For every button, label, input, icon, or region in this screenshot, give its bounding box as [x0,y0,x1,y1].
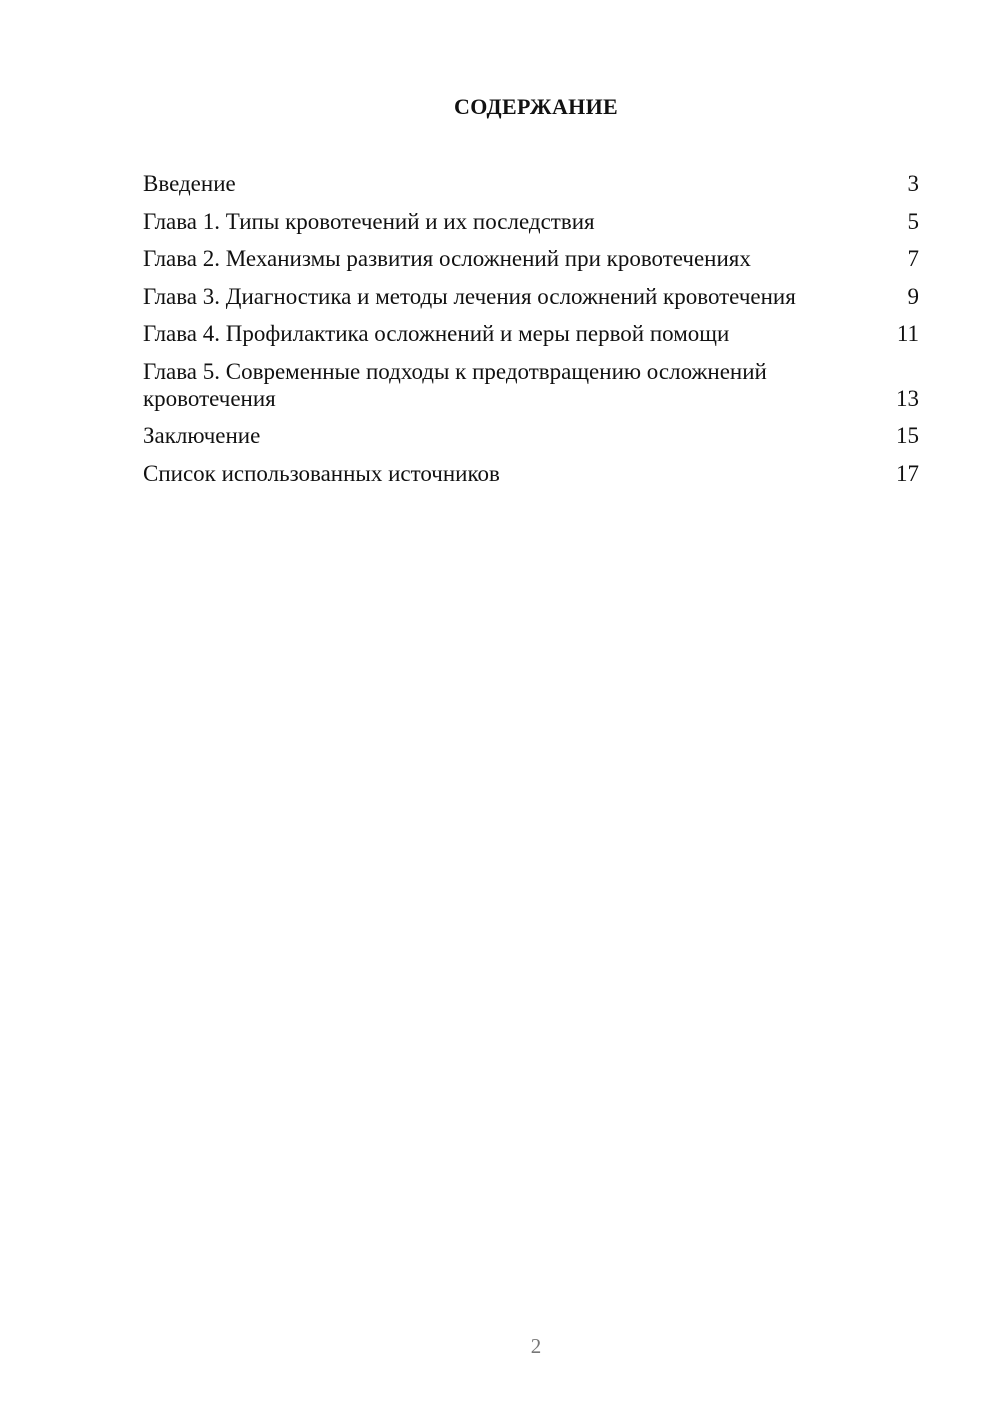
toc-entry-page: 7 [907,246,919,271]
page-number: 2 [530,1334,542,1358]
toc-entry-chapter-1[interactable] [143,208,919,235]
toc-entry-label: Глава 3. Диагностика и методы лечения осложнений кровотечения [143,283,796,309]
toc-entry-page: 5 [907,208,919,234]
toc-entry-chapter-3[interactable] [143,283,919,310]
toc-entry-chapter-4[interactable] [143,320,919,347]
toc-entry-page: 17 [896,460,919,486]
toc-entry-label: Глава 1. Типы кровотечений и их последствия [143,208,595,234]
toc-entry-chapter-5[interactable] [143,358,919,412]
toc-entry-label: Глава 5. Современные подходы к предотвращению осложнений кровотечения [143,358,767,411]
toc-entry-conclusion[interactable] [143,422,919,449]
toc-entry-page: 9 [907,283,919,309]
toc-entry-page: 3 [907,171,919,196]
toc-entry-label: Глава 4. Профилактика осложнений и меры первой помощи [143,321,730,346]
toc-entry-page: 11 [896,321,919,346]
toc-title: СОДЕРЖАНИЕ [454,94,618,119]
toc-entry-label: Список использованных источников [143,460,500,486]
toc-entry-introduction[interactable] [143,170,919,197]
toc-entry-label: Заключение [143,423,261,448]
toc-entry-page: 13 [896,385,919,411]
toc-list [143,170,919,497]
toc-entry-chapter-2[interactable] [143,245,919,272]
toc-entry-label: Введение [143,171,236,196]
toc-entry-references[interactable] [143,460,919,487]
toc-entry-label: Глава 2. Механизмы развития осложнений при кровотечениях [143,246,751,271]
toc-entry-page: 15 [896,423,919,448]
